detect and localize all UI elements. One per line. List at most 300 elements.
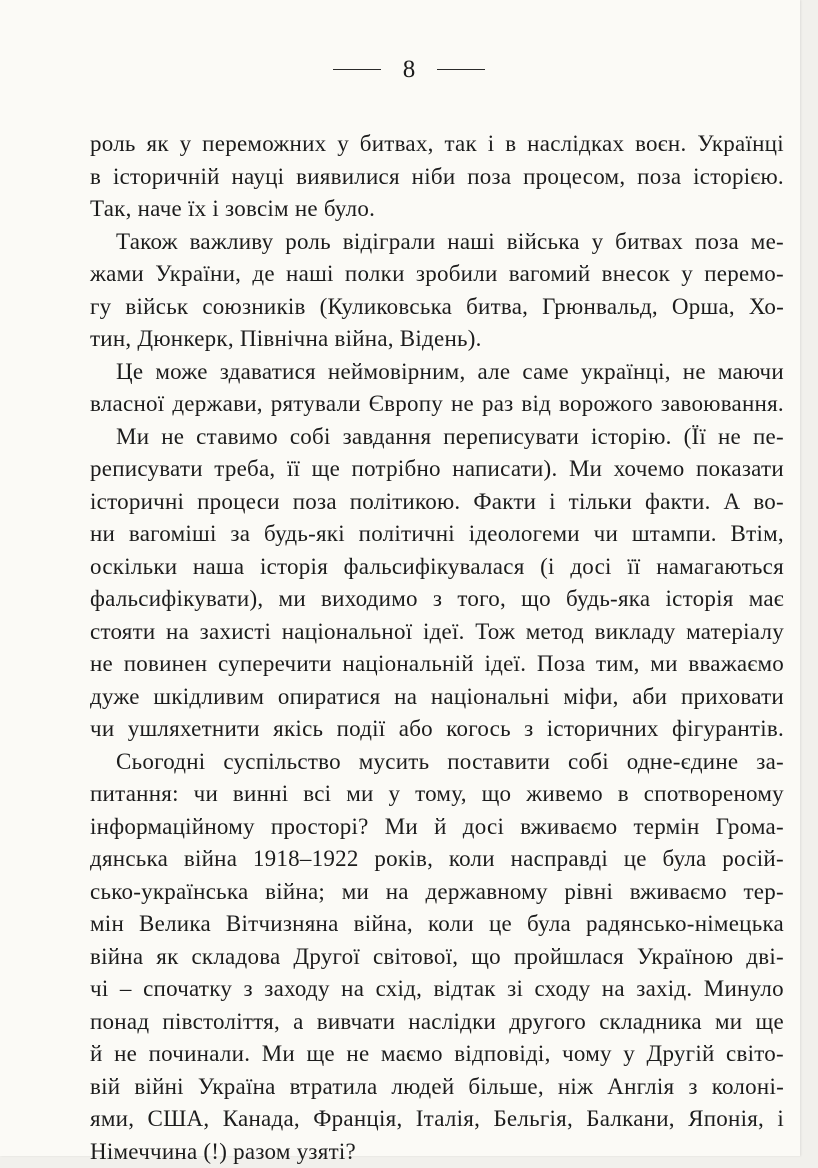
text-line: Німеччина (!) разом узяті? <box>90 1136 784 1168</box>
word: Тож <box>475 616 515 649</box>
word: в <box>618 778 629 811</box>
word: вагомий <box>509 258 591 291</box>
word: маємо <box>381 1038 443 1071</box>
word: Ми <box>569 453 602 486</box>
word: відтак <box>434 973 496 1006</box>
word: як <box>156 941 178 974</box>
word: може <box>155 356 207 389</box>
word: війська <box>507 226 580 259</box>
word: не <box>114 1038 137 1071</box>
word: росій- <box>722 843 784 876</box>
word: наші <box>447 226 495 259</box>
word: треба, <box>214 453 275 486</box>
word: ще <box>756 1006 784 1039</box>
word: на <box>602 973 625 1006</box>
text-line <box>90 941 784 974</box>
word: захисті <box>200 616 272 649</box>
word: аби <box>632 681 667 714</box>
word: в <box>505 128 516 161</box>
word: битвах, <box>360 128 434 161</box>
word: політикою. <box>350 486 461 519</box>
text-line: Так, наче їх і зовсім не було. <box>90 193 784 226</box>
word: досі <box>570 551 611 584</box>
word: процеси <box>197 486 280 519</box>
word: від <box>521 388 551 421</box>
word: історичній <box>113 161 220 194</box>
word: во- <box>753 486 784 519</box>
text-line <box>90 356 784 389</box>
text-line <box>90 811 784 844</box>
word: досі <box>463 811 504 844</box>
text-line <box>90 583 784 616</box>
word: ушляхетнити <box>128 713 260 746</box>
text-line <box>90 291 784 324</box>
text-line <box>90 226 784 259</box>
word: (Куликовська <box>320 291 453 324</box>
word: живемо <box>526 778 603 811</box>
word: як <box>147 128 169 161</box>
word: тер- <box>744 876 784 909</box>
word: Україною <box>637 941 734 974</box>
word: ще <box>306 1038 334 1071</box>
text-line <box>90 746 784 779</box>
word: тільки <box>569 486 632 519</box>
word: виявилися <box>296 161 400 194</box>
word: за- <box>756 746 784 779</box>
word: але <box>478 356 511 389</box>
text-line <box>90 1103 784 1136</box>
word: не <box>90 648 113 681</box>
text-line <box>90 648 784 681</box>
word: винні <box>233 778 288 811</box>
page-number: 8 <box>403 57 416 82</box>
word: політичні <box>359 518 455 551</box>
word: і <box>549 486 556 519</box>
word: США, <box>148 1103 210 1136</box>
word: чи <box>90 713 114 746</box>
word: ворожого <box>559 388 653 421</box>
word: поза <box>695 226 739 259</box>
text-line <box>90 421 784 454</box>
word: Велика <box>139 908 211 941</box>
word: схід, <box>376 973 423 1006</box>
word: приховати <box>681 681 784 714</box>
word: собі <box>290 421 331 454</box>
text-line <box>90 616 784 649</box>
word: науці <box>231 161 284 194</box>
text-line <box>90 258 784 291</box>
word: суспільство <box>223 746 341 779</box>
word: (Її <box>684 421 706 454</box>
word: дві- <box>746 941 784 974</box>
word: поза <box>467 161 511 194</box>
word: й <box>434 811 447 844</box>
word: війна; <box>265 876 325 909</box>
word: у <box>388 778 400 811</box>
word: за <box>230 518 250 551</box>
word: Сьогодні <box>116 746 205 779</box>
word: на <box>386 876 409 909</box>
word: світо- <box>726 1038 784 1071</box>
word: битвах <box>615 226 683 259</box>
word: вживаємо <box>630 876 727 909</box>
word: Другої <box>293 941 360 974</box>
word: чі <box>90 973 108 1006</box>
word: ни <box>90 518 115 551</box>
text-line: тин, Дюнкерк, Північна війна, Відень). <box>90 323 784 356</box>
word: союзників <box>202 291 305 324</box>
word: важливу <box>190 226 274 259</box>
word: з <box>524 713 533 746</box>
word: собі <box>568 746 609 779</box>
word: так <box>444 128 476 161</box>
text-line <box>90 1071 784 1104</box>
word: була <box>527 908 571 941</box>
word: битва, <box>466 291 528 324</box>
word: з <box>688 1071 697 1104</box>
word: ніж <box>558 1071 593 1104</box>
word: ме- <box>751 226 784 259</box>
word: що <box>471 941 501 974</box>
word: оскільки <box>90 551 177 584</box>
text-line <box>90 128 784 161</box>
word: Поза <box>537 648 585 681</box>
word: це <box>624 843 647 876</box>
word: заходу <box>264 973 329 1006</box>
word: ідеологеми <box>469 518 580 551</box>
word: сько-українська <box>90 876 248 909</box>
word: відповіді, <box>454 1038 550 1071</box>
text-line <box>90 518 784 551</box>
word: власної <box>90 388 164 421</box>
word: ми <box>346 778 373 811</box>
word: історія <box>665 583 733 616</box>
word: коли <box>428 908 474 941</box>
word: події <box>337 713 386 746</box>
word: більше, <box>468 1071 543 1104</box>
word: не <box>161 421 184 454</box>
word: якісь <box>273 713 323 746</box>
word: Втім, <box>731 518 784 551</box>
word: історичні <box>90 486 184 519</box>
word: державному <box>425 876 547 909</box>
word: і <box>777 1103 784 1136</box>
word: поза <box>293 486 337 519</box>
text-line <box>90 388 784 421</box>
text-line <box>90 973 784 1006</box>
page-header <box>0 52 818 86</box>
word: сходу <box>535 973 591 1006</box>
word: гу <box>90 291 111 324</box>
word: Франція, <box>313 1103 402 1136</box>
word: зробили <box>416 258 498 291</box>
word: складова <box>191 941 280 974</box>
word: була <box>663 843 707 876</box>
word: ми <box>342 876 369 909</box>
word: опиратися <box>278 681 381 714</box>
word: роль <box>285 226 331 259</box>
word: Канада, <box>223 1103 300 1136</box>
word: насправді <box>511 843 608 876</box>
word: ще <box>312 453 340 486</box>
word: півстоліття, <box>162 1006 280 1039</box>
word: Факти <box>473 486 536 519</box>
text-line <box>90 486 784 519</box>
word: дуже <box>90 681 140 714</box>
word: її <box>627 551 640 584</box>
word: історичних <box>547 713 659 746</box>
word: неймовірним, <box>328 356 466 389</box>
word: війна <box>184 843 237 876</box>
word: того, <box>457 583 506 616</box>
word: ставимо <box>196 421 278 454</box>
word: у <box>337 128 349 161</box>
word: Хо- <box>749 291 784 324</box>
word: пе- <box>753 421 784 454</box>
word: на <box>341 973 364 1006</box>
word: роль <box>90 128 136 161</box>
word: маючи <box>718 356 784 389</box>
word: Вітчизняна <box>226 908 339 941</box>
word: національної <box>282 616 413 649</box>
word: воєн. <box>635 128 686 161</box>
word: зі <box>507 973 523 1006</box>
word: у <box>623 1038 635 1071</box>
body-text <box>90 128 784 1168</box>
word: а <box>293 1006 303 1039</box>
word: Англія <box>607 1071 674 1104</box>
word: ідеї. <box>423 616 465 649</box>
word: війна <box>90 941 143 974</box>
word: Також <box>116 226 178 259</box>
word: Це <box>116 356 143 389</box>
word: й <box>90 1038 103 1071</box>
word: має <box>749 583 784 616</box>
word: переможних <box>202 128 326 161</box>
word: (і <box>540 551 555 584</box>
word: України, <box>155 258 241 291</box>
word: фігурантів. <box>672 713 784 746</box>
word: Бельгія, <box>493 1103 573 1136</box>
word: саме <box>522 356 568 389</box>
word: ніби <box>412 161 456 194</box>
word: міфи, <box>563 681 618 714</box>
word: не <box>451 388 474 421</box>
word: наслідки <box>408 1006 496 1039</box>
word: когось <box>446 713 511 746</box>
word: історією. <box>693 161 784 194</box>
word: повинен <box>124 648 208 681</box>
word: Українці <box>697 128 784 161</box>
word: Грюнвальд, <box>542 291 658 324</box>
text-line <box>90 1006 784 1039</box>
word: полки <box>345 258 405 291</box>
word: національні <box>431 681 550 714</box>
word: матеріалу <box>686 616 784 649</box>
word: на <box>166 616 189 649</box>
word: Японія, <box>688 1103 764 1136</box>
word: поза <box>637 161 681 194</box>
word: пройшлася <box>514 941 624 974</box>
word: А <box>724 486 741 519</box>
word: на <box>394 681 417 714</box>
word: показати <box>696 453 784 486</box>
word: термін <box>633 811 699 844</box>
word: завоювання. <box>661 388 784 421</box>
word: наша <box>193 551 244 584</box>
word: фальсифікувалася <box>344 551 525 584</box>
word: другого <box>509 1006 586 1039</box>
word: здаватися <box>220 356 316 389</box>
word: починали. <box>149 1038 251 1071</box>
word: намагаються <box>656 551 784 584</box>
word: наші <box>286 258 334 291</box>
word: років, <box>374 843 433 876</box>
word: держави, <box>172 388 262 421</box>
text-line <box>90 161 784 194</box>
word: або <box>399 713 433 746</box>
word: – <box>120 973 132 1006</box>
word: з <box>244 973 253 1006</box>
word: будь-яка <box>566 583 650 616</box>
word: в <box>90 161 101 194</box>
word: що <box>482 778 512 811</box>
word: світової, <box>373 941 458 974</box>
word: Другій <box>647 1038 715 1071</box>
word: суперечити <box>218 648 332 681</box>
word: чому <box>562 1038 612 1071</box>
word: людей <box>391 1071 454 1104</box>
word: військ <box>125 291 188 324</box>
word: втратила <box>290 1071 378 1104</box>
text-line <box>90 713 784 746</box>
word: фальсифікувати), <box>90 583 263 616</box>
word: захід. <box>636 973 692 1006</box>
word: перемо- <box>704 258 784 291</box>
word: не <box>718 421 741 454</box>
word: реписувати <box>90 453 203 486</box>
header-rule-left <box>333 69 381 70</box>
word: у <box>592 226 604 259</box>
word: рівні <box>564 876 613 909</box>
word: історію. <box>591 421 672 454</box>
word: з <box>433 583 442 616</box>
word: переписувати <box>443 421 579 454</box>
word: інформаційному <box>90 811 255 844</box>
word: Україна <box>198 1071 276 1104</box>
word: мусить <box>359 746 430 779</box>
word: метод <box>526 616 584 649</box>
word: вагоміші <box>129 518 217 551</box>
word: війні <box>134 1071 184 1104</box>
word: факти. <box>645 486 711 519</box>
text-line <box>90 1038 784 1071</box>
word: вій <box>90 1071 120 1104</box>
word: наслідках <box>527 128 624 161</box>
word: поставити <box>447 746 550 779</box>
word: дянська <box>90 843 168 876</box>
word: понад <box>90 1006 149 1039</box>
word: її <box>287 453 300 486</box>
word: історія <box>260 551 328 584</box>
word: завдання <box>343 421 432 454</box>
word: Ми <box>385 811 418 844</box>
word: мін <box>90 908 124 941</box>
text-line <box>90 453 784 486</box>
word: процесом, <box>523 161 625 194</box>
word: ідеї. <box>485 648 527 681</box>
word: раз <box>482 388 514 421</box>
word: тим, <box>596 648 640 681</box>
word: Минуло <box>704 973 784 1006</box>
word: хочемо <box>614 453 685 486</box>
word: Європу <box>369 388 443 421</box>
header-rule-right <box>437 69 485 70</box>
word: складника <box>599 1006 702 1039</box>
word: ми <box>279 583 306 616</box>
word: штампи. <box>632 518 717 551</box>
word: стояти <box>90 616 155 649</box>
word: не <box>346 1038 369 1071</box>
word: всі <box>303 778 331 811</box>
word: коли <box>449 843 495 876</box>
text-line <box>90 876 784 909</box>
word: спочатку <box>143 973 232 1006</box>
word: і <box>488 128 495 161</box>
word: Орша, <box>672 291 735 324</box>
word: у <box>180 128 192 161</box>
word: ями, <box>90 1103 134 1136</box>
word: що <box>521 583 551 616</box>
word: ми <box>650 648 677 681</box>
word: чи <box>194 778 218 811</box>
word: Грома- <box>716 811 784 844</box>
text-line <box>90 843 784 876</box>
word: не <box>683 356 706 389</box>
word: Ми <box>116 421 149 454</box>
text-line <box>90 681 784 714</box>
word: потрібно <box>352 453 441 486</box>
word: викладу <box>595 616 676 649</box>
word: виходимо <box>321 583 418 616</box>
text-line <box>90 551 784 584</box>
word: відіграли <box>343 226 436 259</box>
word: це <box>489 908 512 941</box>
word: вивчати <box>317 1006 395 1039</box>
word: питання: <box>90 778 179 811</box>
word: одне-єдине <box>627 746 739 779</box>
word: тому, <box>415 778 467 811</box>
word: національній <box>342 648 473 681</box>
word: Балкани, <box>586 1103 675 1136</box>
word: ми <box>715 1006 742 1039</box>
word: вживаємо <box>520 811 617 844</box>
word: спотвореному <box>644 778 784 811</box>
word: рятували <box>271 388 361 421</box>
word: радянсько-німецька <box>586 908 784 941</box>
word: де <box>252 258 274 291</box>
text-line <box>90 908 784 941</box>
word: вважаємо <box>688 648 784 681</box>
text-line <box>90 778 784 811</box>
word: внесок <box>602 258 670 291</box>
word: написати). <box>452 453 557 486</box>
word: 1918–1922 <box>253 843 359 876</box>
word: шкідливим <box>153 681 264 714</box>
word: Ми <box>262 1038 295 1071</box>
word: колоні- <box>712 1071 784 1104</box>
word: у <box>681 258 693 291</box>
